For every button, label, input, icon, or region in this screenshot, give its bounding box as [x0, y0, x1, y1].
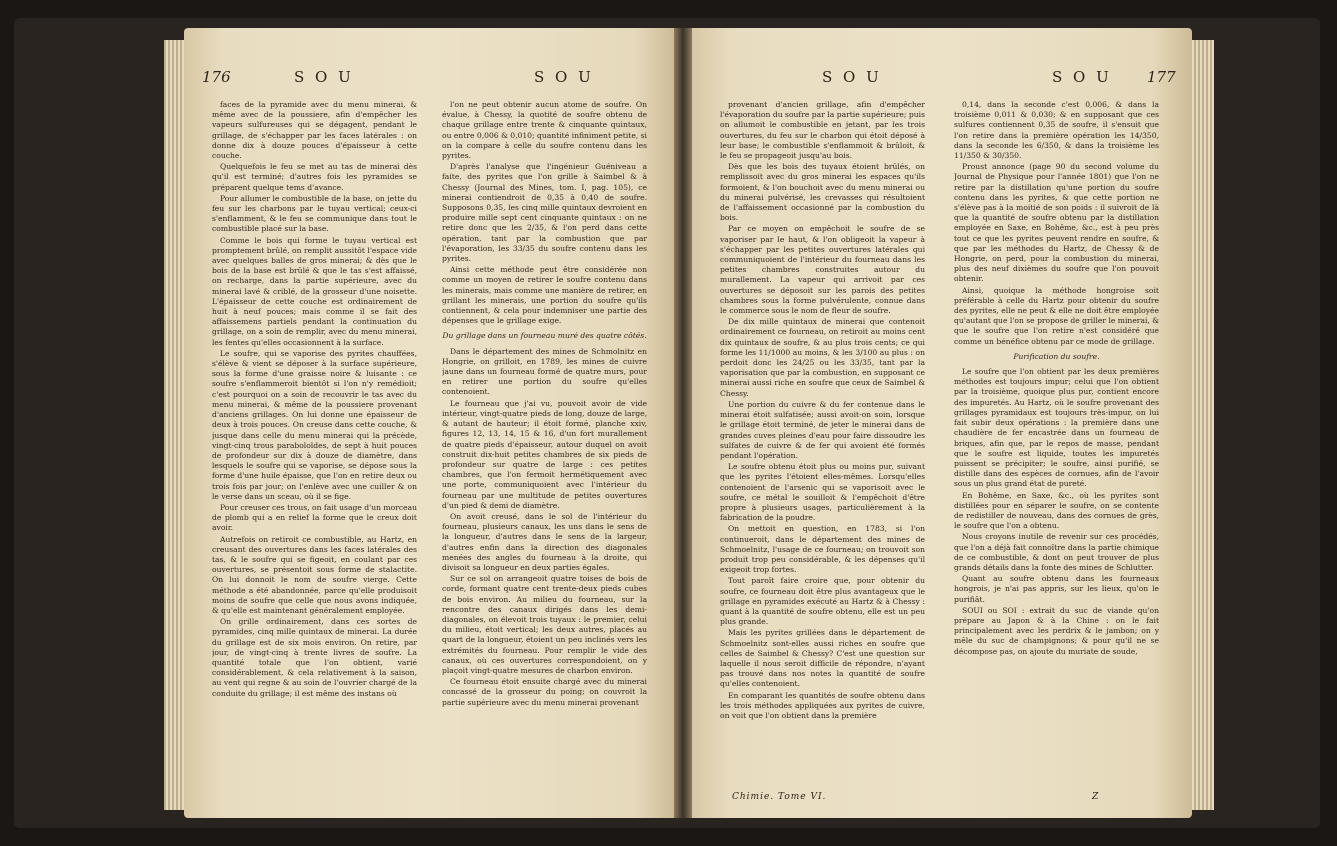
paragraph: Dès que les bois des tuyaux étoient brûlés, on remplissoit avec du gros minerai les espaces qu'ils formoient, & l'on bouchoit avec du menu minerai ou du minerai pulvérisé, les crevasses qui résultoient de l'affaissement occasionné par la combustion du bois. — [720, 162, 925, 223]
paragraph: Le soufre obtenu étoit plus ou moins pur, suivant que les pyrites l'étoient elles-mêmes. Lorsqu'elles contenoient de l'arsenic qui se vaporisoit avec le soufre, ce métal le souilloit & l'empêchoit d'être propre à plusieurs usages, particulièrement à la fabrication de la poudre. — [720, 462, 925, 523]
running-header-left: S O U — [822, 68, 882, 86]
paragraph: On avoit creusé, dans le sol de l'intérieur du fourneau, plusieurs canaux, les uns dans le sens de la longueur, d'autres dans le sens de la largeur, d'autres enfin dans la direction des diagonales menées des angles du fourneau à la droite, qui divisoit sa longueur en deux parties égales. — [442, 511, 647, 572]
paragraph: faces de la pyramide avec du menu minerai, & même avec de la poussiere, afin d'empêcher les vapeurs sulfureuses qui se dégagent, pendant le grillage, de s'échapper par les faces latérales : on donne dix à douze pouces d'épaisseur à cette couche. — [212, 100, 417, 161]
footer-gathering-mark: Z — [1092, 792, 1100, 802]
text-column-2 — [954, 100, 1159, 790]
paragraph: provenant d'ancien grillage, afin d'empêcher l'évaporation du soufre par la partie supérieure; puis on allumoit le combustible en jetant, par les trois ouvertures, du feu sur le charbon qui étoit déposé à leur base; le combustible s'enflammoit & brûloit, & le feu se propageoit jusqu'au bois. — [720, 100, 925, 161]
paragraph: Nous croyons inutile de revenir sur ces procédés, que l'on a déjà fait connoître dans la partie chimique de ce combustible, & dont on peut trouver de plus grands détails dans la fonte des mines de Schlutter. — [954, 532, 1159, 572]
open-book — [14, 18, 1320, 828]
right-page — [692, 28, 1192, 818]
running-header-right: S O U — [1052, 68, 1112, 86]
text-column-2 — [442, 100, 647, 790]
paragraph: Le soufre, qui se vaporise des pyrites chauffées, s'élève & vient se déposer à la surface supérieure, sous la forme d'une graisse noire & luisante : ce soufre s'enflammeroit bientôt si l'on n'y remédioit; c'est pourquoi on a soin de recouvrir le tas avec du menu minerai, & même de la poussiere provenant d'anciens grillages. On lui donne une épaisseur de deux à trois pouces. On creuse dans cette couche, & jusque dans celle du menu minerai qui la précède, vingt-cinq trous paraboloïdes, de sept à huit pouces de profondeur sur dix à douze de diamètre, dans lesquels le soufre qui se vaporise, se dépose sous la forme d'une huile épaisse, que l'on en retire deux ou trois fois par jour; on l'enlève avec une cuiller & on le verse dans un sceau, où il se fige. — [212, 348, 417, 501]
paragraph: Comme le bois qui forme le tuyau vertical est promptement brûlé, on remplit aussitôt l'espace vide avec quelques balles de gros minerai; & dès que le bois de la base est brûlé & que le tas s'est affaissé, on recharge, dans la partie supérieure, avec du minerai lavé & criblé, de la grosseur d'une noisette. L'épaisseur de cette couche est ordinairement de huit à neuf pouces; mais comme il se fait des affaissemens partiels pendant la continuation du grillage, on a soin de remplir, avec du menu minerai, les fentes qu'elles occasionnent à la surface. — [212, 235, 417, 347]
paragraph: Pour creuser ces trous, on fait usage d'un morceau de plomb qui a en relief la forme que le creux doit avoir. — [212, 502, 417, 533]
paragraph: Quelquefois le feu se met au tas de minerai dès qu'il est terminé; d'autres fois les pyramides se préparent quelque tems d'avance. — [212, 162, 417, 192]
book-spine — [674, 28, 692, 818]
running-header-left: S O U — [294, 68, 354, 86]
paragraph: On mettoit en question, en 1783, si l'on continueroit, dans le département des mines de Schmoelnitz, l'usage de ce fourneau; on trouvoit son produit trop peu considérable, & les dépenses qu'il exigeoit trop fortes. — [720, 524, 925, 575]
paragraph: Dans le département des mines de Schmolnitz en Hongrie, on grilloit, en 1789, les mines de cuivre jaune dans un fourneau formé de quatre murs, pour en retirer une portion du soufre qu'elles contenoient. — [442, 346, 647, 397]
section-heading: Du grillage dans un fourneau muré des quatre côtés. — [442, 331, 647, 341]
paragraph: Le fourneau que j'ai vu, pouvoit avoir de vide intérieur, vingt-quatre pieds de long, douze de large, & autant de hauteur; il étoit formé, planche xxiv, figures 12, 13, 14, 15 & 16, d'un fort murallement de quatre pieds d'épaisseur, autour duquel on avoit construit dix-huit petites chambres de six pieds de profondeur sur quatre de large : ces petites chambres, que l'on fermoit hermétiquement avec une porte, communiquoient avec l'intérieur du fourneau par une multitude de petites ouvertures d'un pied & demi de diamètre. — [442, 398, 647, 510]
running-header-right: S O U — [534, 68, 594, 86]
paragraph: Par ce moyen on empêchoit le soufre de se vaporiser par le haut, & l'on obligeoit la vapeur à s'échapper par les petites ouvertures latérales qui communiquoient de l'intérieur du fourneau dans les petites chambres construites autour du murallement. La vapeur qui arrivoit par ces ouvertures se déposoit sur les parois des petites chambres sous la forme pulvérulente, connue dans le commerce sous le nom de fleur de soufre. — [720, 224, 925, 316]
paragraph: Le soufre que l'on obtient par les deux premières méthodes est toujours impur; celui que l'on obtient par la troisième, quoique plus pur, contient encore des impuretés. Au Hartz, où le soufre provenant des grillages pyramidaux est toujours très-impur, on lui fait subir deux opérations : la première dans une chaudière de fer encastrée dans un fourneau de briques, afin que, par le repos de masse, pendant que le soufre est liquide, toutes les impuretés puissent se précipiter; le soufre, ainsi purifié, se distille dans des espèces de cornues, afin de l'avoir sous un plus grand état de pureté. — [954, 367, 1159, 489]
paragraph: Quant au soufre obtenu dans les fourneaux hongrois, je n'ai pas appris, sur les lieux, qu'on le purifiât. — [954, 574, 1159, 604]
paragraph: En Bohême, en Saxe, &c., où les pyrites sont distillées pour en séparer le soufre, on se contente de redistiller de nouveau, dans des cornues de grès, le soufre que l'on a obtenu. — [954, 490, 1159, 531]
paragraph: Proust annonce (page 90 du second volume du Journal de Physique pour l'année 1801) que l'on ne retire par la distillation qu'une portion du soufre contenu dans les pyrites, & que cette portion ne s'élève pas à la moitié de son poids : il suivroit de là que la quantité de soufre obtenu par la distillation employée en Saxe, en Bohême, &c., est à peu près tout ce que les pyrites peuvent rendre en soufre, & que par les méthodes du Hartz, de Chessy & de Hongrie, on perd, pour la combustion du minerai, plus des neuf dixièmes du soufre que l'on pouvoit obtenir. — [954, 162, 1159, 284]
left-page-edges — [164, 40, 184, 810]
page-number: 177 — [1147, 68, 1176, 86]
paragraph: Ce fourneau étoit ensuite chargé avec du minerai concassé de la grosseur du poing; on couvroit la partie supérieure avec du menu minerai provenant — [442, 677, 647, 707]
paragraph: Une portion du cuivre & du fer contenue dans le minerai étoit sulfatisée; aussi avoit-on soin, lorsque le grillage étoit terminé, de jeter le minerai dans de grandes cuves pleines d'eau pour faire dissoudre les sulfates de cuivre & de fer qui avoient été formés pendant l'opération. — [720, 399, 925, 460]
text-column-1 — [720, 100, 925, 790]
paragraph: Ainsi cette méthode peut être considérée non comme un moyen de retirer le soufre contenu dans les minerais, mais comme une manière de retirer, en grillant les minerais, une portion du soufre qu'ils contiennent, & cela pour indemniser une partie des dépenses que le grillage exige. — [442, 265, 647, 326]
paragraph: Ainsi, quoique la méthode hongroise soit préférable à celle du Hartz pour obtenir du soufre des pyrites, elle ne peut & elle ne doit être employée qu'autant que l'on se propose de griller le minerai, & que le soufre que l'on retire n'est considéré que comme un bénéfice obtenu par ce mode de grillage. — [954, 285, 1159, 346]
footer-signature: Chimie. Tome VI. — [732, 792, 827, 802]
paragraph: D'après l'analyse que l'ingénieur Guéniveau a faite, des pyrites que l'on grille à Saimbel & à Chessy (Journal des Mines, tom. I, pag. 105), ce minerai contiendroit de 0,35 à 0,40 de soufre. Supposons 0,35, les cinq mille quintaux devroient en produire mille sept cent cinquante quintaux : on ne retire donc que les 2/35, & l'on perd dans cette opération, tant par la combustion que par l'évaporation, les 33/35 du soufre contenu dans les pyrites. — [442, 162, 647, 264]
paragraph: Autrefois on retiroit ce combustible, au Hartz, en creusant des ouvertures dans les faces latérales des tas, & le soufre qui se figeoit, en coulant par ces ouvertures, se présentoit sous forme de stalactite. On lui donnoit le nom de soufre vierge. Cette méthode a été abandonnée, parce qu'elle produisoit moins de soufre que celle que nous avons indiquée, & qu'elle est maintenant généralement employée. — [212, 534, 417, 615]
paragraph: 0,14, dans la seconde c'est 0,006, & dans la troisième 0,011 & 0,030; & en supposant que ces sulfures contiennent 0,35 de soufre, il s'ensuit que l'on retire dans la première opération les 14/350, dans la seconde les 6/350, & dans la troisième les 11/350 & 30/350. — [954, 100, 1159, 161]
paragraph: SOUI ou SOI : extrait du suc de viande qu'on prépare au Japon & à la Chine : on le fait principalement avec les perdrix & le jambon; on y mêle du suc de champignons; & pour qu'il ne se décompose pas, on ajoute du muriate de soude, — [954, 605, 1159, 656]
page-number: 176 — [202, 68, 231, 86]
paragraph: l'on ne peut obtenir aucun atome de soufre. On évalue, à Chessy, la quotité de soufre obtenu de chaque grillage entre trente & cinquante quintaux, ou entre 0,006 & 0,010; quantité infiniment petite, si on la compare à celle du soufre contenu dans les pyrites. — [442, 100, 647, 161]
paragraph: Pour allumer le combustible de la base, on jette du feu sur les charbons par le tuyau vertical; ceux-ci s'enflamment, & le feu se communique dans tout le combustible placé sur la base. — [212, 193, 417, 234]
paragraph: Sur ce sol on arrangeoit quatre toises de bois de corde, formant quatre cent trente-deux pieds cubes de bois environ. Au milieu du fourneau, sur la rencontre des canaux dirigés dans les demi-diagonales, on élevoit trois tuyaux : le premier, celui du milieu, étoit vertical; les deux autres, placés au quart de la longueur, étoient un peu inclinés vers les extrémités du fourneau. Pour remplir le vide des canaux, où ces ouvertures correspondoient, on y plaçoit vingt-quatre mesures de charbon environ. — [442, 574, 647, 675]
left-page — [184, 28, 674, 818]
right-page-edges — [1192, 40, 1214, 810]
paragraph: De dix mille quintaux de minerai que contenoit ordinairement ce fourneau, on retiroit au moins cent dix quintaux de soufre, & au plus trois cents; ce qui forme les 11/1000 au moins, & les 3/100 au plus : on perdoit donc les 24/25 ou les 33/35, tant par la vaporisation que par la combustion, en supposant ce minerai aussi riche en soufre que ceux de Saimbel & Chessy. — [720, 317, 925, 398]
paragraph: On grille ordinairement, dans ces sortes de pyramides, cinq mille quintaux de minerai. La durée du grillage est de six mois environ. On retire, par jour, de vingt-cinq à trente livres de soufre. La quantité totale que l'on obtient, varié considérablement, & cela relativement à la saison, au vent qui regne & au soin de l'ouvrier chargé de la conduite du grillage; il est même des instans où — [212, 617, 417, 698]
paragraph: Mais les pyrites grillées dans le département de Schmoelnitz sont-elles aussi riches en soufre que celles de Saimbel & Chessy? C'est une question sur laquelle il nous seroit difficile de répondre, n'ayant pas trouvé dans nos notes la quantité de soufre qu'elles contenoient. — [720, 628, 925, 689]
text-column-1 — [212, 100, 417, 790]
section-heading: Purification du soufre. — [1013, 351, 1100, 361]
paragraph: En comparant les quantités de soufre obtenu dans les trois méthodes appliquées aux pyrites de cuivre, on voit que l'on obtient dans la première — [720, 690, 925, 720]
paragraph: Tout paroît faire croire que, pour obtenir du soufre, ce fourneau doit être plus avantageux que le grillage en pyramides exécuté au Hartz & à Chessy : quant à la quantité de soufre obtenu, elle est un peu plus grande. — [720, 576, 925, 627]
